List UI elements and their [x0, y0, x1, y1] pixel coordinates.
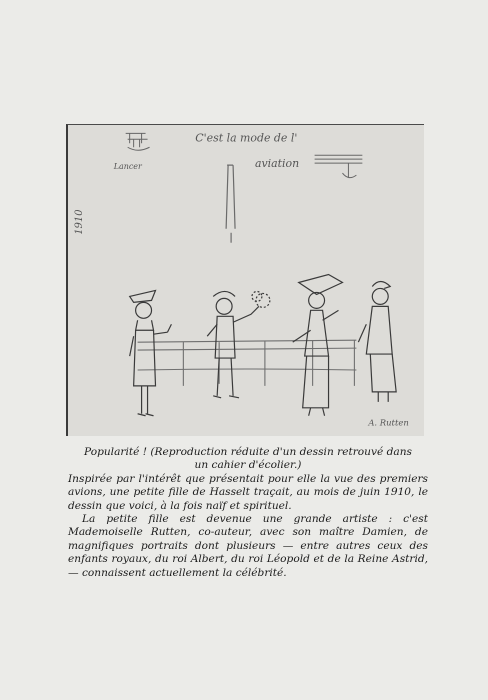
top-left-note: Lancer	[113, 162, 142, 172]
children-drawing	[68, 125, 424, 436]
caption-block	[68, 446, 428, 580]
caption-paragraph-1: Inspirée par l'intérêt que présentait pour elle la vue des premiers avions, une petite fille de Hasselt traçait, au mois de juin 1910, le dessin que voici, à la fois naïf et spirituel.	[68, 472, 428, 512]
artist-signature: A. Rutten	[368, 417, 409, 428]
caption-paragraph-2: La petite fille est devenue une grande artiste : c'est Mademoiselle Rutten, co-auteur, avec son maître Damien, de magnifiques portraits dont plusieurs — entre autres ceux des enfants royaux, du roi Albert, du roi Léopold et de la Reine Astrid, — connaissent actuellement la célébrité.	[68, 513, 428, 579]
year-label: 1910	[73, 209, 85, 235]
top-handwritten-text: C'est la mode de l'	[195, 131, 298, 145]
sketch-illustration	[66, 124, 424, 436]
caption-title: Popularité ! (Reproduction réduite d'un dessin retrouvé dans un cahier d'écolier.)	[84, 446, 412, 472]
aviation-label: aviation	[254, 157, 300, 171]
